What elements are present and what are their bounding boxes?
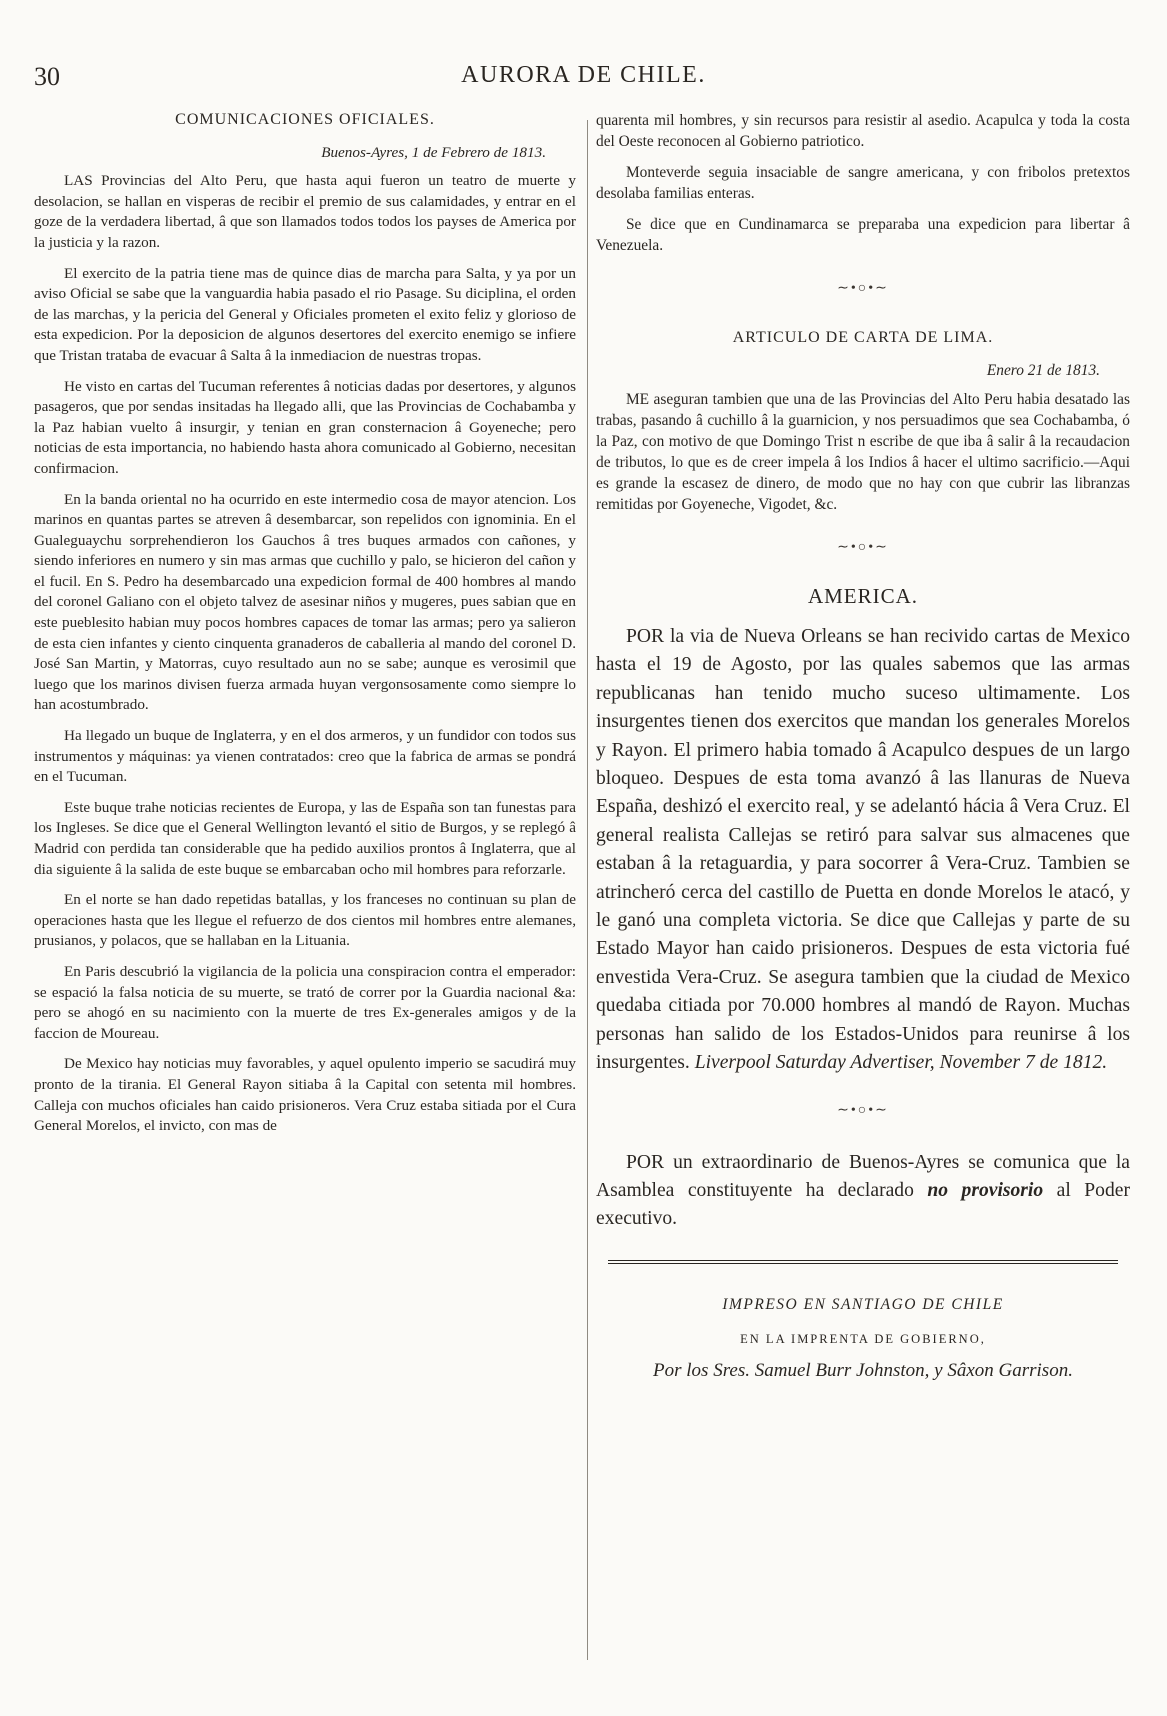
america-text: POR la via de Nueva Orleans se han recivido cartas de Mexico hasta el 19 de Agosto, por las quales sabemos que las armas republicanas han tenido mucho suceso ultimamente. Los insurgentes tienen dos exercitos que mandan los generales Morelos y Rayon. El primero habia tomado â Acapulco despues de un largo bloqueo. Despues de esta toma avanzó â las llanuras de Nueva España, deshizó el exercito real, y se adelantó hácia â Vera Cruz. El general realista Callejas se retiró para salvar sus almacenes que estaban â la retaguardia, y para socorrer â Vera-Cruz. Tambien se atrincheró cerca del castillo de Puetta en donde Morelos le atacó, y le ganó una completa victoria. Se dice que Callejas y parte de su Estado Mayor han caido prisioneros. Despues de esta victoria fué envestida Vera-Cruz. Se asegura tambien que la ciudad de Mexico quedaba citiada por 70.000 hombres al mandó de Rayon. Muchas personas han salido de los Estados-Unidos para reunirse â los insurgentes. xyxy=(596,626,1130,1074)
section-title-comunicaciones: COMUNICACIONES OFICIALES. xyxy=(175,111,435,128)
continuation-paragraph: quarenta mil hombres, y sin recursos para resistir al asedio. Acapulca y toda la costa del Oeste reconocen al Gobierno patriotico. xyxy=(596,112,1130,150)
final-paragraph xyxy=(596,1149,1130,1234)
continuation-paragraph: Se dice que en Cundinamarca se preparaba una expedicion para libertar â Venezuela. xyxy=(596,216,1130,254)
dateline-buenos-ayres: Buenos-Ayres, 1 de Febrero de 1813. xyxy=(321,143,546,161)
america-source: Liverpool Saturday Advertiser, November 7 de 1812. xyxy=(694,1052,1108,1074)
paragraph: En el norte se han dado repetidas batallas, y los franceses no continuan su plan de operaciones hasta que les llegue el refuerzo de dos cientos mil hombres entre alemanes, prusianos, y polacos, que se hallaban en la Lituania. xyxy=(34,891,576,950)
paragraph: He visto en cartas del Tucuman referentes â noticias dadas por desertores, y algunos pasageros, que por sendas insitadas ha llegado alli, que las Provincias de Cochabamba y la Paz habian vuelto â insurgir, y tenian en gran consternacion â Goyeneche; pero noticias de esta importancia, no habiendo hasta ahora comunicado al Gobierno, necesitan confirmacion. xyxy=(34,377,576,477)
continuation-paragraph: Monteverde seguia insaciable de sangre americana, y con fribolos pretextos desolaba familias enteras. xyxy=(596,164,1130,202)
final-text-emphasis: no provisorio xyxy=(927,1179,1044,1201)
dateline-lima: Enero 21 de 1813. xyxy=(986,362,1100,379)
imprint-line-3: Por los Sres. Samuel Burr Johnston, y Sâxon Garrison. xyxy=(653,1359,1073,1381)
paragraph: En la banda oriental no ha ocurrido en este intermedio cosa de mayor atencion. Los marinos en quantas partes se atreven â desembarcar, son repelidos con ignominia. En el Gualeguaychu sorprehendieron los Gauchos â tres buques armados con cañones, y siendo inferiores en numero y sin mas armas que cuchillo y palo, se hicieron del cañon y el fucil. En S. Pedro ha desembarcado una expedicion formal de 400 hombres al mando del coronel Galiano con el objeto talvez de asesinar niños y mugeres, pues sabian que en este pueblesito habian muy pocos hombres capaces de tomar las armas; pero ya salieron de esta cien infantes y ciento cinquenta granaderos de caballeria al mando del coronel D. José San Martin, y Matorras, cuyo resultado aun no se sabe; aunque es verosimil que luego que los marinos divisen fuerza armada huyan vergonsosamente como siempre lo han acostumbrado. xyxy=(34,490,576,714)
ornament-divider: ∼•○•∼ xyxy=(837,540,889,555)
final-text-suffix: al Poder executivo. xyxy=(596,1179,1130,1230)
column-divider xyxy=(587,120,588,1660)
imprint-line-1: IMPRESO EN SANTIAGO DE CHILE xyxy=(722,1295,1004,1313)
paragraph: En Paris descubrió la vigilancia de la policia una conspiracion contra el emperador: se espació la falsa noticia de su muerte, se trató de correr por la Guardia nacional &a: pero se ahogó en su nacimiento con la muerte de tres Ex-generales amigos y de la faccion de Moureau. xyxy=(34,962,576,1042)
ornament-divider: ∼•○•∼ xyxy=(837,281,889,296)
section-title-lima: ARTICULO DE CARTA DE LIMA. xyxy=(732,329,994,346)
paragraph: De Mexico hay noticias muy favorables, y aquel opulento imperio se sacudirá muy pronto de la tirania. El General Rayon sitiaba â la Capital con setenta mil hombres. Calleja con muchos oficiales han caido prisioneros. Vera Cruz estaba sitiada por el Cura General Morelos, el invicto, con mas de xyxy=(34,1055,576,1135)
page-number: 30 xyxy=(34,62,60,91)
paragraph: LAS Provincias del Alto Peru, que hasta aqui fueron un teatro de muerte y desolacion, se hallan en visperas de recibir el premio de sus calamidades, y entrar en el goze de la verdadera libertad, â que son llamados todos todos los payses de America por la justicia y la razon. xyxy=(34,172,576,251)
paragraph: Ha llegado un buque de Inglaterra, y en el dos armeros, y un fundidor con todos sus instrumentos y máquinas: ya vienen contratados: creo que la fabrica de armas se pondrá en el Tucuman. xyxy=(34,727,576,786)
lima-paragraph: ME aseguran tambien que una de las Provincias del Alto Peru habia desatado las trabas, pasando â cuchillo â la guarnicion, y nos persuadimos que sea Cochabamba, ó la Paz, con motivo de que Domingo Trist n escribe de que iba â salir â la recaudacion de tributos, lo que es de creer impela â los Indios â hacer el ultimo sacrificio.—Aqui es grande la escasez de dinero, de modo que no hay con que cubrir las libranzas remitidas por Goyeneche, Vigodet, &c. xyxy=(596,391,1130,513)
page-header xyxy=(34,62,1133,98)
final-text-prefix: POR un extraordinario de Buenos-Ayres se comunica que la Asamblea constituyente ha declarado xyxy=(596,1151,1130,1201)
right-column xyxy=(596,110,1130,1381)
final-notice xyxy=(596,1149,1130,1234)
america-paragraph xyxy=(596,623,1130,1078)
ornament-divider: ∼•○•∼ xyxy=(837,1102,889,1118)
imprint-block xyxy=(596,1294,1130,1381)
paragraph: El exercito de la patria tiene mas de quince dias de marcha para Salta, y ya por un aviso Oficial se sabe que la vanguardia habia pasado el rio Pasage. Su diciplina, el orden de las marchas, y la pericia del General y Oficiales prometen el exito feliz y glorioso de esta expedicion. Por la deposicion de algunos desertores del exercito enemigo se infiere que Tristan trataba de evacuar â Salta â la inmediacion de nuestras tropas. xyxy=(34,264,576,364)
masthead-title: AURORA DE CHILE. xyxy=(461,62,706,88)
section-title-america: AMERICA. xyxy=(807,584,919,608)
imprint-line-2: EN LA IMPRENTA DE GOBIERNO, xyxy=(740,1331,986,1346)
closing-rule xyxy=(608,1260,1118,1264)
paragraph: Este buque trahe noticias recientes de Europa, y las de España son tan funestas para los Ingleses. Se dice que el General Wellington levantó el sitio de Burgos, y se replegó â Madrid con perdida tan considerable que ha pedido auxilios prontos â Inglaterra, que al dia siguiente â la salida de este buque se embarcaban ocho mil hombres para reforzarle. xyxy=(34,798,576,878)
america-article xyxy=(596,623,1130,1078)
left-column xyxy=(34,110,576,1147)
